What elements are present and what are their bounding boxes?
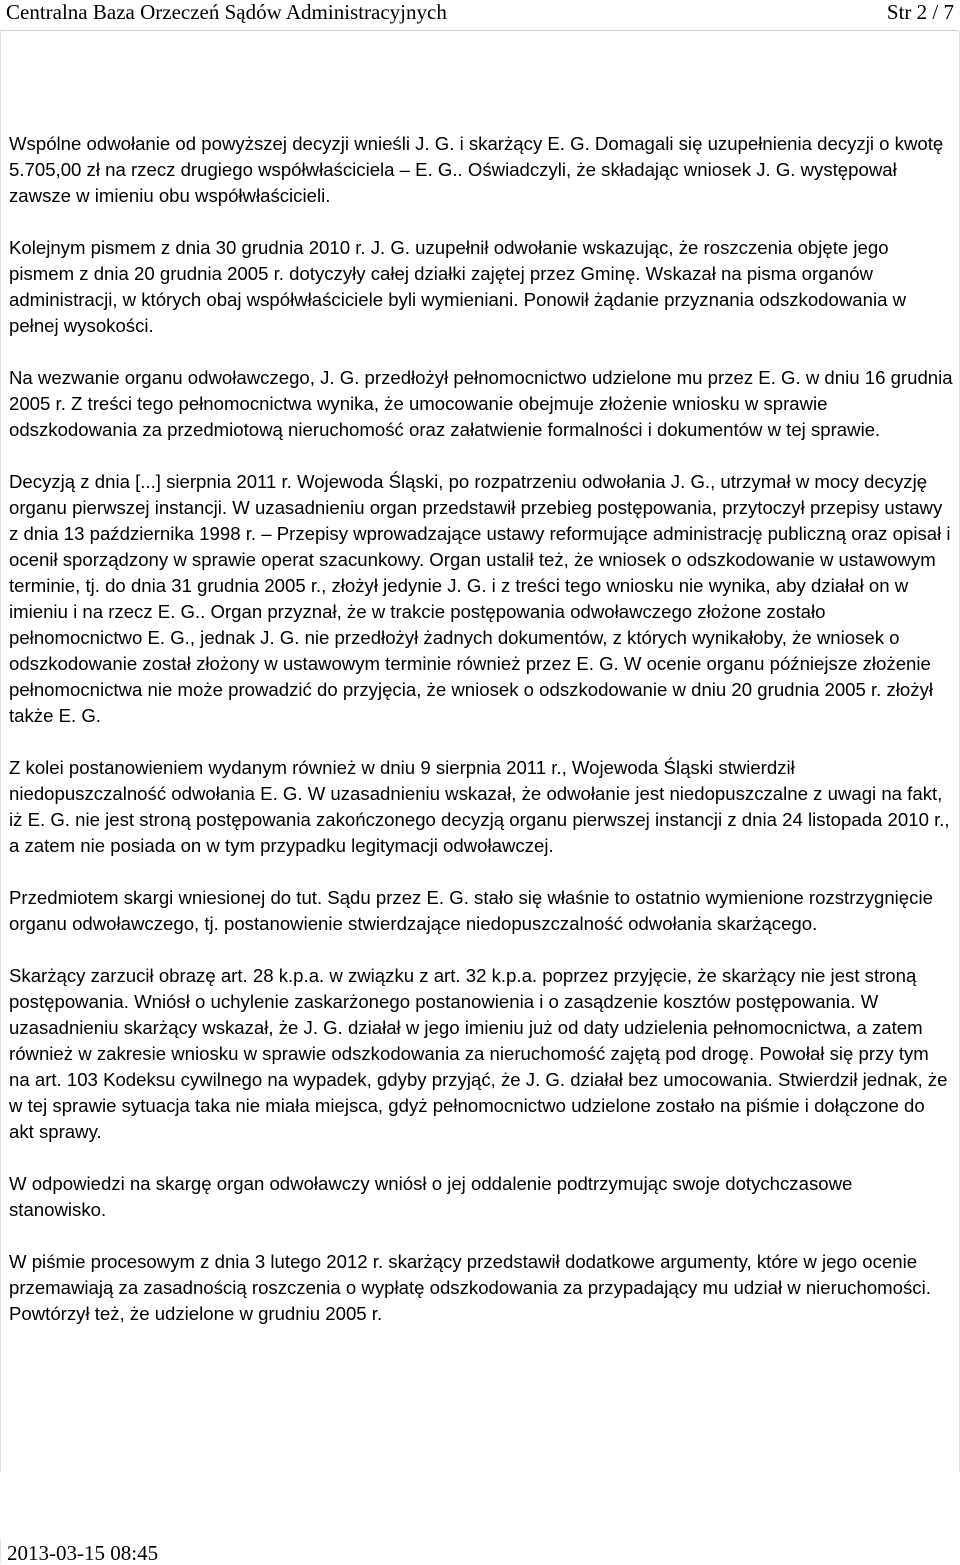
paragraph: W odpowiedzi na skargę organ odwoławczy wniósł o jej oddalenie podtrzymując swoje dotychczasowe stanowisko. xyxy=(9,1173,853,1220)
paragraph: Skarżący zarzucił obrazę art. 28 k.p.a. w związku z art. 32 k.p.a. poprzez przyjęcie, że skarżący nie jest stroną postępowania. Wniósł o uchylenie zaskarżonego postanowienia i o zasądzenie kosztów postępowania. W uzasadnieniu skarżący wskazał, że J. G. działał w jego imieniu już od daty udzielenia pełnomocnictwa, a zatem również w zakresie wniosku w sprawie odszkodowania za nieruchomość zajętą pod drogę. Powołał się przy tym na art. 103 Kodeksu cywilnego na wypadek, gdyby przyjąć, że J. G. działał bez umocowania. Stwierdził jednak, że w tej sprawie sytuacja taka nie miała miejsca, gdyż pełnomocnictwo udzielone zostało na piśmie i dołączone do akt sprawy. xyxy=(9,965,948,1142)
page-footer xyxy=(0,1539,960,1563)
paragraph: Decyzją z dnia [...] sierpnia 2011 r. Wojewoda Śląski, po rozpatrzeniu odwołania J. G., utrzymał w mocy decyzję organu pierwszej instancji. W uzasadnieniu organ przedstawił przebieg postępowania, przytoczył przepisy ustawy z dnia 13 października 1998 r. – Przepisy wprowadzające ustawy reformujące administrację publiczną oraz opisał i ocenił sporządzony w sprawie operat szacunkowy. Organ ustalił też, że wniosek o odszkodowanie w ustawowym terminie, tj. do dnia 31 grudnia 2005 r., złożył jedynie J. G. i z treści tego wniosku nie wynika, aby działał on w imieniu i na rzecz E. G.. Organ przyznał, że w trakcie postępowania odwoławczego złożone zostało pełnomocnictwo E. G., jednak J. G. nie przedłożył żadnych dokumentów, z których wynikałoby, że wniosek o odszkodowanie został złożony w ustawowym terminie również przez E. G. W ocenie organu późniejsze złożenie pełnomocnictwa nie może prowadzić do przyjęcia, że wniosek o odszkodowanie w dniu 20 grudnia 2005 r. złożył także E. G. xyxy=(9,471,951,726)
paragraph: Wspólne odwołanie od powyższej decyzji wnieśli J. G. i skarżący E. G. Domagali się uzupełnienia decyzji o kwotę 5.705,00 zł na rzecz drugiego współwłaściciela – E. G.. Oświadczyli, że składając wniosek J. G. występował zawsze w imieniu obu współwłaścicieli. xyxy=(9,133,944,206)
document-body xyxy=(9,131,954,1353)
print-timestamp: 2013-03-15 08:45 xyxy=(7,1541,159,1565)
paragraph: Na wezwanie organu odwoławczego, J. G. przedłożył pełnomocnictwo udzielone mu przez E. G. w dniu 16 grudnia 2005 r. Z treści tego pełnomocnictwa wynika, że umocowanie obejmuje złożenie wniosku w sprawie odszkodowania za przedmiotową nieruchomość oraz załatwienie formalności i dokumentów w tej sprawie. xyxy=(9,367,953,440)
paragraph: Z kolei postanowieniem wydanym również w dniu 9 sierpnia 2011 r., Wojewoda Śląski stwierdził niedopuszczalność odwołania E. G. W uzasadnieniu wskazał, że odwołanie jest niedopuszczalne z uwagi na fakt, iż E. G. nie jest stroną postępowania zakończonego decyzją organu pierwszej instancji z dnia 24 listopada 2010 r., a zatem nie posiada on w tym przypadku legitymacji odwoławczej. xyxy=(9,757,950,856)
paragraph: W piśmie procesowym z dnia 3 lutego 2012 r. skarżący przedstawił dodatkowe argumenty, które w jego ocenie przemawiają za zasadnością roszczenia o wypłatę odszkodowania za przypadający mu udział w nieruchomości. Powtórzył też, że udzielone w grudniu 2005 r. xyxy=(9,1251,931,1324)
page-number: Str 2 / 7 xyxy=(886,0,954,24)
paragraph: Przedmiotem skargi wniesionej do tut. Sądu przez E. G. stało się właśnie to ostatnio wymienione rozstrzygnięcie organu odwoławczego, tj. postanowienie stwierdzające niedopuszczalność odwołania skarżącego. xyxy=(9,887,933,934)
page-header xyxy=(0,0,958,31)
site-title: Centralna Baza Orzeczeń Sądów Administracyjnych xyxy=(6,0,447,24)
paragraph: Kolejnym pismem z dnia 30 grudnia 2010 r. J. G. uzupełnił odwołanie wskazując, że roszczenia objęte jego pismem z dnia 20 grudnia 2005 r. dotyczyły całej działki zajętej przez Gminę. Wskazał na pisma organów administracji, w których obaj współwłaściciele byli wymieniani. Ponowił żądanie przyznania odszkodowania w pełnej wysokości. xyxy=(9,237,907,336)
